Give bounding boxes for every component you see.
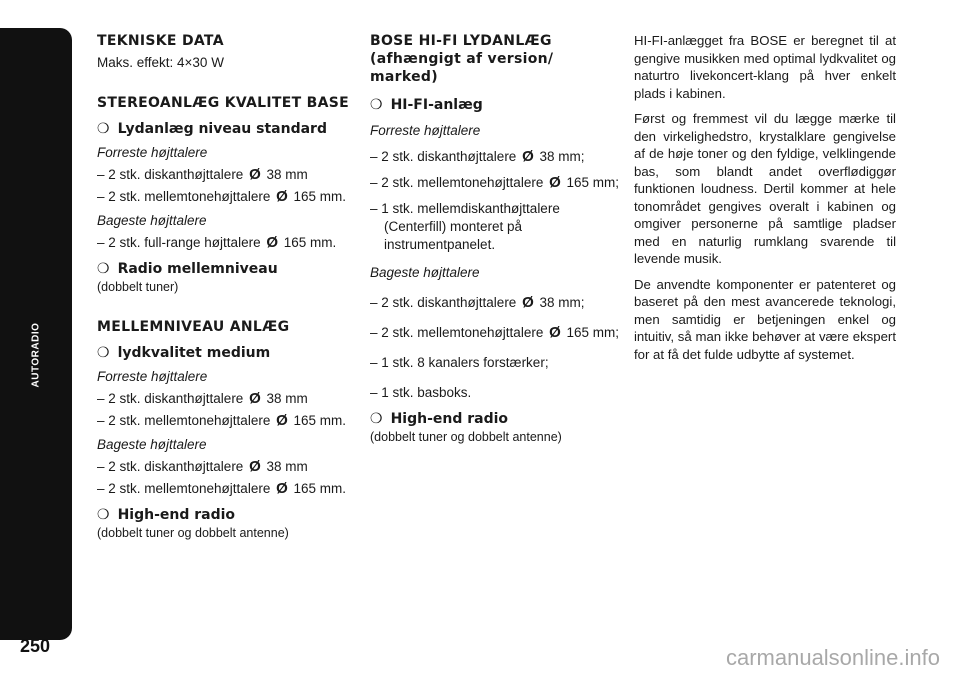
list-item: – 2 stk. diskanthøjttalere Ø 38 mm: [97, 458, 308, 475]
diameter-icon: Ø: [249, 166, 261, 183]
diameter-icon: Ø: [276, 188, 288, 205]
heading-hifi: ❍ HI-FI-anlæg: [370, 97, 483, 113]
section-title-bose: BOSE HI-FI LYDANLÆG (afhængigt af version/ marked): [370, 33, 554, 85]
circle-bullet-icon: ❍: [97, 261, 110, 277]
rear-label: Bageste højttalere: [97, 213, 207, 228]
list-item: – 2 stk. diskanthøjttalere Ø 38 mm: [97, 166, 308, 183]
list-item: – 2 stk. full-range højttalere Ø 165 mm.: [97, 234, 337, 251]
list-item: – 2 stk. diskanthøjttalere Ø 38 mm: [97, 390, 308, 407]
paragraph: HI-FI-anlægget fra BOSE er beregnet til at gengive musikken med optimal lydkvalitet og naturtro livekoncert-klang på hver enkelt plads i kabinen.: [634, 33, 896, 101]
paragraph: Først og fremmest vil du lægge mærke til den virkelighedstro, krystalklare gengivelse af de høje toner og den fyldige, velklingende bas, som blandt andet overflødiggør funktionen loudness. Dertil kommer at hele tonområdet gengives overalt i kabinen og omgiver personerne på samtlige pladser med en naturlig rumklang svarende til levende musik.: [634, 111, 896, 266]
watermark: carmanualsonline.info: [725, 645, 940, 670]
column-middle: [370, 32, 630, 446]
list-item: – 1 stk. 8 kanalers forstærker;: [370, 355, 549, 370]
circle-bullet-icon: ❍: [370, 97, 383, 113]
page-number: 250: [20, 636, 51, 656]
section-title-mid: MELLEMNIVEAU ANLÆG: [97, 319, 290, 335]
paragraph: De anvendte komponenter er patenteret og baseret på den mest avancerede teknologi, men samtidig er betjeningen enkel og intuitiv, så man ikke behøver at være ekspert for at få det fulde udbytte af systemet.: [634, 276, 896, 362]
diameter-icon: Ø: [266, 234, 279, 251]
highend-sub: (dobbelt tuner og dobbelt antenne): [97, 526, 289, 540]
heading-highend: ❍ High-end radio: [370, 411, 509, 427]
diameter-icon: Ø: [549, 174, 561, 191]
list-item: – 2 stk. mellemtonehøjttalere Ø 165 mm;: [370, 174, 620, 191]
circle-bullet-icon: ❍: [370, 411, 383, 427]
section-title-tech: TEKNISKE DATA: [97, 33, 224, 49]
chapter-label: AUTORADIO: [30, 322, 42, 388]
diameter-icon: Ø: [522, 148, 534, 165]
heading-highend: ❍ High-end radio: [97, 507, 236, 523]
radio-mid-sub: (dobbelt tuner): [97, 280, 179, 294]
list-item: – 2 stk. diskanthøjttalere Ø 38 mm;: [370, 294, 585, 311]
diameter-icon: Ø: [522, 294, 534, 311]
column-right: [634, 32, 896, 371]
list-item: – 1 stk. mellemdiskanthøjttalere (Centerfill) monteret på instrumentpanelet.: [370, 201, 560, 252]
list-item: – 2 stk. mellemtonehøjttalere Ø 165 mm.: [97, 412, 347, 429]
diameter-icon: Ø: [276, 480, 288, 497]
circle-bullet-icon: ❍: [97, 345, 110, 361]
front-label: Forreste højttalere: [97, 369, 208, 384]
heading-mid: ❍ lydkvalitet medium: [97, 345, 271, 361]
list-item: – 2 stk. mellemtonehøjttalere Ø 165 mm.: [97, 480, 347, 497]
circle-bullet-icon: ❍: [97, 507, 110, 523]
chapter-tab: [0, 28, 72, 640]
list-item: – 1 stk. basboks.: [370, 385, 472, 400]
rear-label: Bageste højttalere: [97, 437, 207, 452]
section-title-stereo: STEREOANLÆG KVALITET BASE: [97, 95, 349, 111]
front-label: Forreste højttalere: [97, 145, 208, 160]
circle-bullet-icon: ❍: [97, 121, 110, 137]
diameter-icon: Ø: [249, 458, 261, 475]
power-text: Maks. effekt: 4×30 W: [97, 55, 224, 70]
list-item: – 2 stk. mellemtonehøjttalere Ø 165 mm;: [370, 324, 620, 341]
highend-sub: (dobbelt tuner og dobbelt antenne): [370, 430, 562, 444]
list-item: – 2 stk. mellemtonehøjttalere Ø 165 mm.: [97, 188, 347, 205]
list-item: – 2 stk. diskanthøjttalere Ø 38 mm;: [370, 148, 585, 165]
heading-radio-mid: ❍ Radio mellemniveau: [97, 261, 278, 277]
rear-label: Bageste højttalere: [370, 265, 480, 280]
diameter-icon: Ø: [549, 324, 561, 341]
front-label: Forreste højttalere: [370, 123, 481, 138]
heading-std: ❍ Lydanlæg niveau standard: [97, 121, 327, 137]
column-left: [97, 32, 357, 542]
diameter-icon: Ø: [249, 390, 261, 407]
diameter-icon: Ø: [276, 412, 288, 429]
